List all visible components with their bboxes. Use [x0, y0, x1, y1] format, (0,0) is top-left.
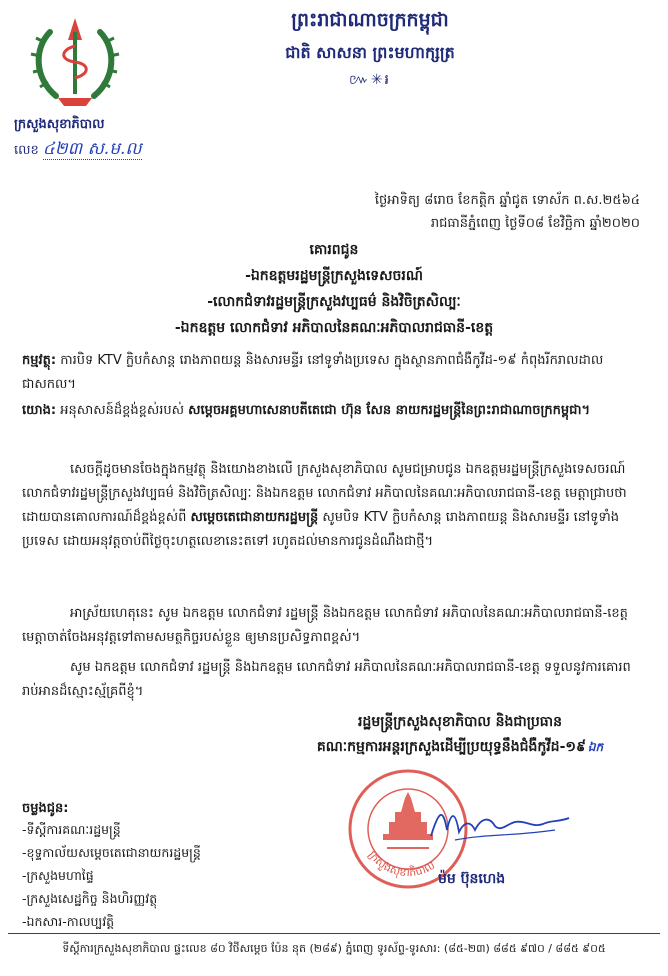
- body-p1-end: សូមបិទ KTV ក្លិបកំសាន្ត រោងភាពយន្ត និងសារមន្ទីរ នៅទូទាំងប្រទេស ដោយអនុវត្តចាប់ពីថ្ងៃចុះហត្ថលេខានេះតទៅ រហូតដល់មានការជូនដំណឹងជាថ្មី។: [22, 510, 620, 549]
- body-paragraph-1: [22, 458, 650, 554]
- signer-name: ម៉ម ប៊ុនហេង: [438, 871, 506, 887]
- reference: [22, 399, 650, 423]
- ministry-name: ក្រសួងសុខាភិបាល: [14, 117, 105, 132]
- cc-item: -ក្រសួងសេដ្ឋកិច្ច និងហិរញ្ញវត្ថុ: [22, 891, 158, 906]
- reference-number: [14, 138, 142, 163]
- cc-title: ចម្លងជូន:: [22, 801, 69, 816]
- signatory-title-2-text: គណៈកម្មការអន្តរក្រសួងដើម្បីប្រយុទ្ធនឹងជំងឺកូវីដ-១៩: [316, 739, 586, 755]
- body-p1-bold: សម្តេចតេជោនាយករដ្ឋមន្ត្រី: [190, 510, 319, 525]
- reference-value: ៤២៣ ស.ម.ល: [42, 139, 142, 159]
- subject-label: កម្មវត្ថុ:: [22, 353, 57, 368]
- body-paragraph-3: សូម ឯកឧត្តម លោកជំទាវ រដ្ឋមន្ត្រី និងឯកឧត្តម លោកជំទាវ អភិបាលនៃគណៈអភិបាលរាជធានី-ខេត្ត ទទួលនូវការគោរពរាប់អានដ៏ស្មោះស្ម័គ្រពីខ្ញុំ។: [22, 660, 631, 699]
- ministry-logo: [20, 12, 130, 112]
- subject: [22, 349, 650, 397]
- addressee-line: -ឯកឧត្តម លោកជំទាវ អភិបាលនៃគណៈអភិបាលរាជធានី-ខេត្ត: [174, 320, 494, 336]
- body-p1-start: សេចក្តីដូចមានចែងក្នុងកម្មវត្ថុ និងយោងខាងលើ ក្រសួងសុខាភិបាល សូមជម្រាបជូន ឯកឧត្តមរដ្ឋមន្ត្រីក្រសួងទេសចរណ៍ លោកជំទាវរដ្ឋមន្ត្រីក្រសួងវប្បធម៌ និងវិចិត្រសិល្បៈ និងឯកឧត្តម លោកជំទាវ អភិបាលនៃគណៈអភិបាលរាជធានី-ខេត្ត មេត្តាជ្រាបថា ដោយបានគោលការណ៍ដ៏ខ្ពង់ខ្ពស់ពី: [22, 462, 627, 525]
- reference-text: អនុសាសន៍ដ៏ខ្ពង់ខ្ពស់របស់: [56, 403, 189, 418]
- footer-divider: [8, 933, 660, 934]
- solar-date: រាជធានីភ្នំពេញ ថ្ងៃទី០៨ ខែវិច្ឆិកា ឆ្នាំ២០២០: [430, 216, 640, 231]
- cc-item: -ក្រសួងមហាផ្ទៃ: [22, 868, 94, 883]
- cc-item: -ឯកសារ-កាលប្បវត្តិ: [22, 914, 115, 929]
- cc-item: -ទីស្តីការគណៈរដ្ឋមន្ត្រី: [22, 822, 121, 837]
- seal-text: ក្រសួងសុខាភិបាល: [365, 848, 438, 880]
- addressee-line: -ឯកឧត្តមរដ្ឋមន្ត្រីក្រសួងទេសចរណ៍: [245, 268, 423, 284]
- kingdom-title: ព្រះរាជាណាចក្រកម្ពុជា: [291, 9, 449, 31]
- cc-item: -ខុទ្ទកាល័យសម្តេចតេជោនាយករដ្ឋមន្ត្រី: [22, 845, 201, 860]
- reference-label: លេខ: [14, 143, 39, 158]
- signatory-title-2: [250, 737, 668, 758]
- addressee-line: -លោកជំទាវរដ្ឋមន្ត្រីក្រសួងវប្បធម៌ និងវិចិត្រសិល្បៈ: [207, 294, 461, 310]
- footer-address: ទីស្តីការក្រសួងសុខាភិបាល ផ្ទះលេខ ៨០ វិថីសម្តេច ប៉ែន នុត (២៨៩) ភ្នំពេញ ទូរស័ព្ទ-ទូរសារ: (៨៥-២៣) ៨៨៥ ៩៧០ / ៨៨៥ ៩០៥: [62, 942, 606, 955]
- addressee-intro: គោរពជូន: [309, 242, 359, 258]
- lunar-date: ថ្ងៃអាទិត្យ ៨រោច ខែកត្តិក ឆ្នាំជូត ទោស័ក ព.ស.២៥៦៤: [374, 193, 640, 208]
- reference-label-yoang: យោង:: [22, 403, 57, 418]
- handwritten-signature: [425, 800, 575, 850]
- reference-bold-text: សម្តេចអគ្គមហាសេនាបតីតេជោ ហ៊ុន សែន នាយករដ្ឋមន្ត្រីនៃព្រះរាជាណាចក្រកម្ពុជា។: [188, 403, 591, 418]
- body-paragraph-2: អាស្រ័យហេតុនេះ សូម ឯកឧត្តម លោកជំទាវ រដ្ឋមន្ត្រី និងឯកឧត្តម លោកជំទាវ អភិបាលនៃគណៈអភិបាលរាជធានី-ខេត្ត មេត្តាចាត់ចែងអនុវត្តទៅតាមសមត្ថកិច្ចរបស់ខ្លួន ឲ្យមានប្រសិទ្ធភាពខ្ពស់។: [22, 606, 628, 645]
- signatory-title-1: រដ្ឋមន្ត្រីក្រសួងសុខាភិបាល និងជាប្រធាន: [357, 714, 562, 730]
- svg-text:ក្រសួងសុខាភិបាល: [366, 848, 437, 879]
- handwritten-initial: ឯក: [587, 740, 604, 754]
- national-motto: ជាតិ សាសនា ព្រះមហាក្សត្រ: [285, 43, 455, 62]
- subject-text: ការបិទ KTV ក្លិបកំសាន្ត រោងភាពយន្ត និងសារមន្ទីរ នៅទូទាំងប្រទេស ក្នុងស្ថានភាពជំងឺកូវីដ-១៩ កំពុងរីករាលដាលជាសកល។: [22, 353, 604, 392]
- header-ornament: ៚✳៛: [349, 72, 391, 88]
